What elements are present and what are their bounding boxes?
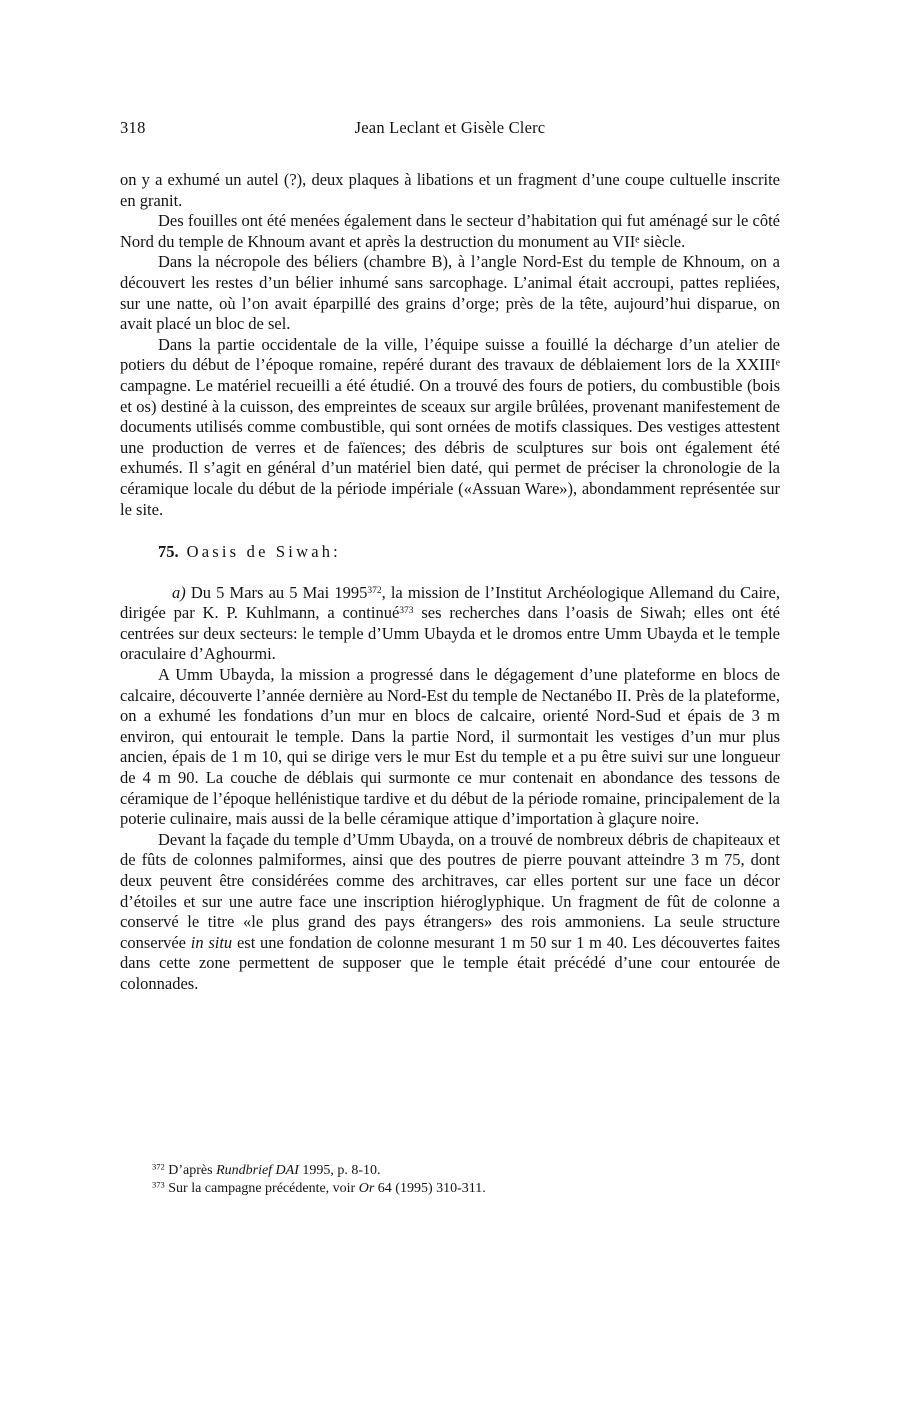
page-number: 318 xyxy=(120,118,146,137)
footnote-ref-373[interactable]: 373 xyxy=(399,606,414,617)
text-segment: est une fondation de colonne mesurant 1 m 50 sur 1 m 40. Les découvertes faites dans cette zone permettent de supposer que le temple était précédé d’une cour entourée de colonnades. xyxy=(120,932,780,993)
text-segment: ses recherches dans l’oasis de Siwah; elles ont été centrées sur deux secteurs: le temple d’Umm Ubayda et le dromos entre Umm Ubayda et le temple oraculaire d’Aghourmi. xyxy=(120,603,780,664)
paragraph-siwah-intro xyxy=(120,583,780,665)
section-number: 75. xyxy=(158,542,179,562)
footnote-ref-372[interactable]: 372 xyxy=(367,585,382,596)
paragraph-label: a) xyxy=(172,582,186,602)
footnotes xyxy=(120,1162,780,1199)
footnote-text: D’après xyxy=(164,1163,217,1178)
footnote-italic: Rundbrief DAI xyxy=(216,1163,299,1178)
italic-term: in situ xyxy=(190,932,233,952)
footnote-372 xyxy=(120,1162,780,1180)
paragraph-umm-ubayda: A Umm Ubayda, la mission a progressé dans le dégagement d’une plateforme en blocs de calcaire, découverte l’année dernière au Nord-Est du temple de Nectanébo II. Près de la plateforme, on a exhumé les fondations d’un mur en blocs de calcaire, orienté Nord-Sud et épais de 3 m environ, qui entourait le temple. Dans la partie Nord, il surmontait les vestiges d’un mur plus ancien, épais de 1 m 10, qui se dirige vers le mur Est du temple et a pu être suivi sur une longueur de 4 m 90. La couche de déblais qui surmonte ce mur contenait en abondance des tessons de céramique de l’époque hellénistique tardive et du début de la période romaine, principalement de la poterie culinaire, mais aussi de la belle céramique attique d’importation à glaçure noire. xyxy=(120,665,780,829)
page-header xyxy=(120,118,780,142)
running-head: Jean Leclant et Gisèle Clerc xyxy=(354,118,546,137)
footnote-text: 64 (1995) 310-311. xyxy=(374,1181,486,1197)
footnote-373 xyxy=(120,1180,780,1198)
footnote-number: 373 xyxy=(152,1179,165,1190)
paragraph-habitation: Des fouilles ont été menées également dans le secteur d’habitation qui fut aménagé sur le côté Nord du temple de Khnoum avant et après la destruction du monument au VIIᵉ siècle. xyxy=(120,211,780,251)
footnote-text: Sur la campagne précédente, voir xyxy=(164,1181,359,1197)
footnote-number: 372 xyxy=(152,1161,165,1172)
text-segment: Du 5 Mars au 5 Mai 1995 xyxy=(185,582,368,602)
text-segment: , la mission de l’Institut Archéologique Allemand du Caire, dirigée par K. P. Kuhlmann, a continué xyxy=(120,582,781,623)
footnote-italic: Or xyxy=(358,1181,375,1197)
paragraph-necropole: Dans la nécropole des béliers (chambre B), à l’angle Nord-Est du temple de Khnoum, on a découvert les restes d’un bélier inhumé sans sarcophage. L’animal était accroupi, pattes repliées, sur une natte, où l’on avait éparpillé des grains d’orge; près de la tête, aujourd’hui disparue, on avait placé un bloc de sel. xyxy=(120,252,780,334)
text-segment: Devant la façade du temple d’Umm Ubayda, on a trouvé de nombreux débris de chapiteaux et de fûts de colonnes palmiformes, ainsi que des poutres de pierre pouvant atteindre 3 m 75, dont deux peuvent être considérées comme des architraves, car elles portent sur une face un décor d’étoiles et sur une autre face une inscription hiéroglyphique. Un fragment de fût de colonne a conservé le titre «le plus grand des pays étrangers» des rois ammoniens. La seule structure conservée xyxy=(120,829,780,952)
paragraph-atelier-potiers: Dans la partie occidentale de la ville, l’équipe suisse a fouillé la décharge d’un atelier de potiers du début de l’époque romaine, repéré durant des travaux de déblaiement lors de la XXIIIᵉ campagne. Le matériel recueilli a été étudié. On a trouvé des fours de potiers, du combustible (bois et os) destiné à la cuisson, des empreintes de sceaux sur argile brûlées, provenant manifestement de documents utilisés comme combustible, qui sont ornées de motifs classiques. Des vestiges attestent une production de verres et de faïences; des débris de sculptures sur bois ont également été exhumés. Il s’agit en général d’un matériel bien daté, qui permet de préciser la chronologie de la céramique locale du début de la période impériale («Assuan Ware»), abondamment représentée sur le site. xyxy=(120,334,780,519)
paragraph-continuation: on y a exhumé un autel (?), deux plaques à libations et un fragment d’une coupe cultuelle inscrite en granit. xyxy=(120,170,780,210)
section-heading xyxy=(158,542,780,563)
body-text xyxy=(120,170,780,995)
paragraph-facade xyxy=(120,830,780,995)
section-title: Oasis de Siwah: xyxy=(186,542,341,562)
footnote-text: 1995, p. 8-10. xyxy=(298,1163,381,1178)
